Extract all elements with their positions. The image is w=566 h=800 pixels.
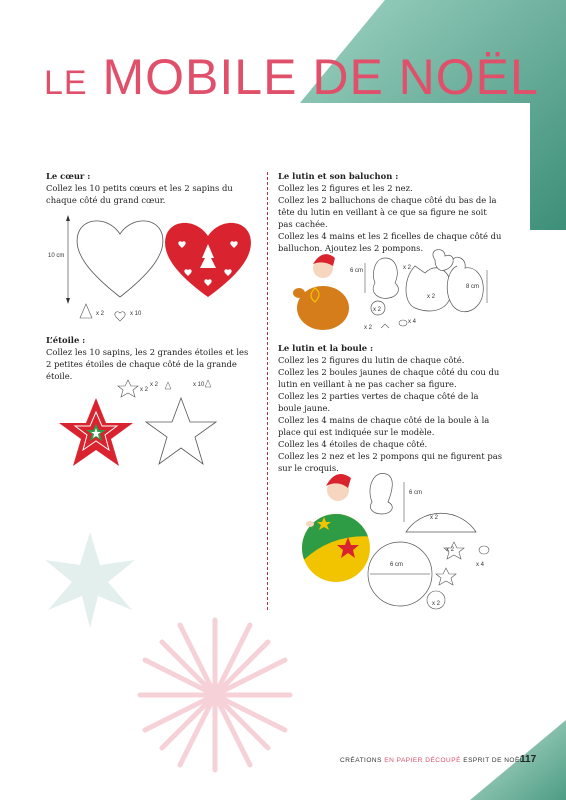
lutin-boule-diagram: [296, 462, 496, 614]
boule-mult-3: x 4: [476, 562, 485, 568]
lutin-line-1: Collez les 2 figures et les 2 nez.: [278, 183, 413, 193]
boule-line-2: Collez les 2 boules jaunes de chaque côté du cou du lutin en veillant à ne pas cacher sa figure.: [278, 367, 500, 389]
boule-line-1: Collez les 2 figures du lutin de chaque côté.: [278, 355, 465, 365]
lutin-dim-8cm: 8 cm: [466, 284, 480, 290]
boule-mult-1: x 2: [430, 515, 439, 521]
heart-dimension: 10 cm: [48, 253, 65, 259]
boule-line-4: Collez les 4 mains de chaque côté de la boule à la place qui est indiquée sur le modèle.: [278, 415, 490, 437]
snowflake-star-decoration: [40, 530, 140, 630]
boule-mult-2: x 2: [446, 547, 455, 553]
heart-small-multiplier: x 10: [130, 311, 142, 317]
heart-tree-multiplier: x 2: [96, 311, 105, 317]
lutin-baluchon-diagram: [285, 248, 495, 338]
title-main: MOBILE DE NOËL: [102, 49, 539, 105]
page-title: [44, 49, 539, 105]
boule-line-3: Collez les 2 parties vertes de chaque côté de la boule jaune.: [278, 391, 479, 413]
lutin-heading: Le lutin et son baluchon :: [278, 171, 399, 181]
boule-heading: Le lutin et la boule :: [278, 343, 374, 353]
boule-line-5: Collez les 4 étoiles de chaque côté.: [278, 439, 428, 449]
lutin-mult-3: x 2: [373, 307, 382, 313]
lutin-mult-1: x 2: [403, 265, 412, 271]
heart-heading: Le cœur :: [46, 171, 91, 181]
star-small-multiplier: x 10: [193, 382, 205, 388]
star-tree-multiplier: x 2: [150, 382, 159, 388]
star-section: [46, 334, 256, 382]
title-prefix: LE: [44, 64, 88, 102]
boule-section: [278, 342, 503, 474]
boule-dim-top: 6 cm: [409, 490, 423, 496]
footer-series: [340, 757, 524, 764]
boule-dim-circle: 6 cm: [390, 562, 404, 568]
star-text: Collez les 10 sapins, les 2 grandes étoiles et les 2 petites étoiles de chaque côté de la grande étoile.: [46, 347, 249, 381]
page-number: 117: [520, 754, 537, 765]
star-heading: L’étoile :: [46, 335, 86, 345]
boule-line-6: Collez les 2 nez et les 2 pompons qui ne figurent pas sur le croquis.: [278, 451, 503, 473]
footer-part-2: EN PAPIER DÉCOUPÉ: [384, 757, 461, 764]
left-column: [46, 170, 256, 206]
star-multiplier: x 2: [140, 387, 149, 393]
lutin-mult-2: x 2: [427, 294, 436, 300]
lutin-line-3: Collez les 4 mains et les 2 ficelles de chaque côté du balluchon. Ajoutez les 2 pompons.: [278, 231, 502, 253]
star-diagram: [56, 376, 256, 481]
lutin-mult-5: x 2: [364, 325, 373, 331]
lutin-section: [278, 170, 503, 254]
heart-text: Collez les 10 petits cœurs et les 2 sapins du chaque côté du grand cœur.: [46, 183, 233, 205]
boule-mult-4: x 2: [432, 601, 441, 607]
lutin-mult-4: x 4: [408, 319, 417, 325]
heart-diagram: [48, 212, 258, 327]
column-divider: [267, 172, 268, 610]
lutin-line-2: Collez les 2 balluchons de chaque côté du bas de la tête du lutin en veillant à ce que sa figure ne soit pas cachée.: [278, 195, 497, 229]
footer-part-1: CRÉATIONS: [340, 757, 382, 764]
lutin-dim-6cm: 6 cm: [350, 268, 364, 274]
snowflake-lines-decoration: [135, 615, 295, 775]
footer-part-3: ESPRIT DE NOËL: [463, 757, 524, 764]
